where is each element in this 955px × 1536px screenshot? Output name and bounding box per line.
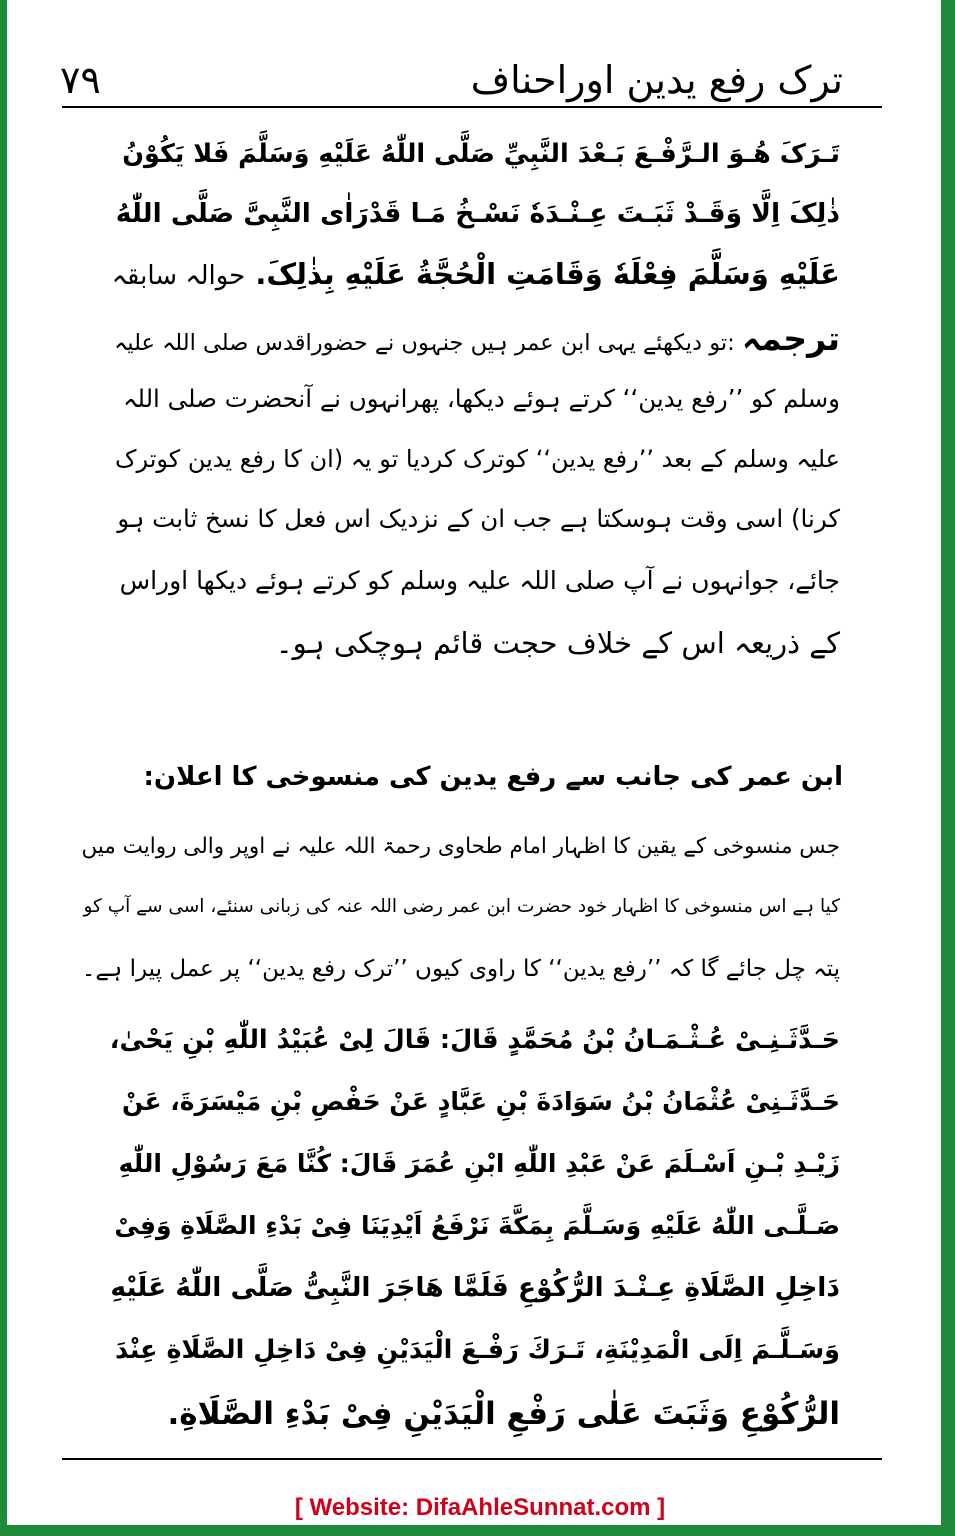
translation-line: کرنا) اسی وقت ہوسکتا ہے جب ان کے نزدیک اس فعل کا نسخ ثابت ہو [117,504,840,533]
right-frame-border [941,0,955,1536]
hadith-line: حَـدَّثَـنِیْ عُثْمَانُ بْنُ سَوَادَةَ بْنِ عَبَّادٍ عَنْ حَفْصِ بْنِ مَيْسَرَةَ، عَنْ [121,1087,840,1116]
arabic-line: تَـرَکَ هُـوَ الـرَّفْـعَ بَـعْدَ النَّبِيِّ صَلَّى اللّٰهُ عَلَيْهِ وَسَلَّمَ فَلا يَكُوْنُ [122,139,840,169]
header-divider [62,106,882,108]
hadith-line: الرُّكُوْعِ وَثَبَتَ عَلٰى رَفْعِ الْيَدَيْنِ فِیْ بَدْءِ الصَّلَاةِ. [167,1396,840,1432]
arabic-line: ذٰلِکَ اِلَّا وَقَـدْ ثَبَـتَ عِـنْـدَهٗ نَسْـخُ مَـا قَدْرَاٰی النَّبِیَّ صَلَّى اللّٰهُ [115,198,840,229]
hadith-line: وَسَـلَّـمَ اِلَى الْمَدِيْنَةِ، تَـرَكَ رَفْـعَ الْيَدَيْنِ فِیْ دَاخِلِ الصَّلَاةِ عِنْدَ [115,1335,840,1365]
reference-note: حوالہ سابقہ [111,261,246,291]
translation-line: جائے، جوانہوں نے آپ صلی اللہ علیہ وسلم کو کرتے ہوئے دیکھا اوراس [119,566,840,595]
section-heading: ابن عمر کی جانب سے رفع یدین کی منسوخی کا اعلان: [143,762,843,792]
paragraph-line: جس منسوخی کے یقین کا اظہار امام طحاوی رحمۃ اللہ علیہ نے اوپر والی روایت میں [81,834,840,859]
translation-line: کے ذریعہ اس کے خلاف حجت قائم ہوچکی ہو۔ [275,626,840,660]
translation-line: وسلم کو ’’رفع یدین‘‘ کرتے ہوئے دیکھا، پھرانہوں نے آنحضرت صلی اللہ [123,384,840,413]
translation-first-line [110,310,840,368]
hadith-line: صَـلَّـى اللّٰهُ عَلَيْهِ وَسَـلَّمَ بِمَكَّةَ نَرْفَعُ اَيْدِيَنَا فِیْ بَدْءِ الصَّلَاةِ وَفِیْ [114,1211,840,1240]
page-number: ۷۹ [60,58,101,102]
translation-label: ترجمہ [741,319,840,358]
translation-line: علیہ وسلم کے بعد ’’رفع یدین‘‘ کوترک کردیا تو یہ (ان کا رفع یدین کوترک [115,445,840,473]
paragraph-line: کیا ہے اس منسوخی کا اظہار خود حضرت ابن عمر رضی اللہ عنہ کی زبانی سنئے، اسی سے آپ کو [83,896,840,917]
hadith-line: حَـدَّثَـنِـیْ عُـثْـمَـانُ بْنُ مُحَمَّدٍ قَالَ: قَالَ لِیْ عُبَيْدُ اللّٰهِ بْنِ يَحْىٰ، [109,1025,840,1055]
left-frame-border [0,0,7,1536]
bottom-frame-border [0,1525,955,1536]
paragraph-line: پتہ چل جائے گا کہ ’’رفع یدین‘‘ کا راوی کیوں ’’ترک رفع یدین‘‘ پر عمل پیرا ہے۔ [81,956,840,982]
translation-line-text: :تو دیکھئے یہی ابن عمر ہیں جنہوں نے حضوراقدس صلی اللہ علیہ [114,330,735,356]
hadith-line: دَاخِلِ الصَّلَاةِ عِـنْـدَ الرُّكُوْعِ فَلَمَّا هَاجَرَ النَّبِیُّ صَلَّى اللّٰهُ عَلَيْهِ [110,1272,840,1303]
website-footer: [ Website: DifaAhleSunnat.com ] [294,1494,666,1521]
footer-divider [62,1458,882,1460]
arabic-line-text: عَلَيْهِ وَسَلَّمَ فِعْلَهٗ وَقَامَتِ الْحُجَّةُ عَلَيْهِ بِذٰلِکَ. [255,257,840,291]
hadith-line: زَيْـدِ بْـنِ اَسْـلَمَ عَنْ عَبْدِ اللّٰهِ ابْنِ عُمَرَ قَالَ: كُنَّا مَعَ رَسُوْلِ اللّٰهِ [118,1149,840,1178]
page-header-title: ترک رفع یدین اوراحناف [470,58,843,102]
arabic-line-with-reference [110,244,840,304]
